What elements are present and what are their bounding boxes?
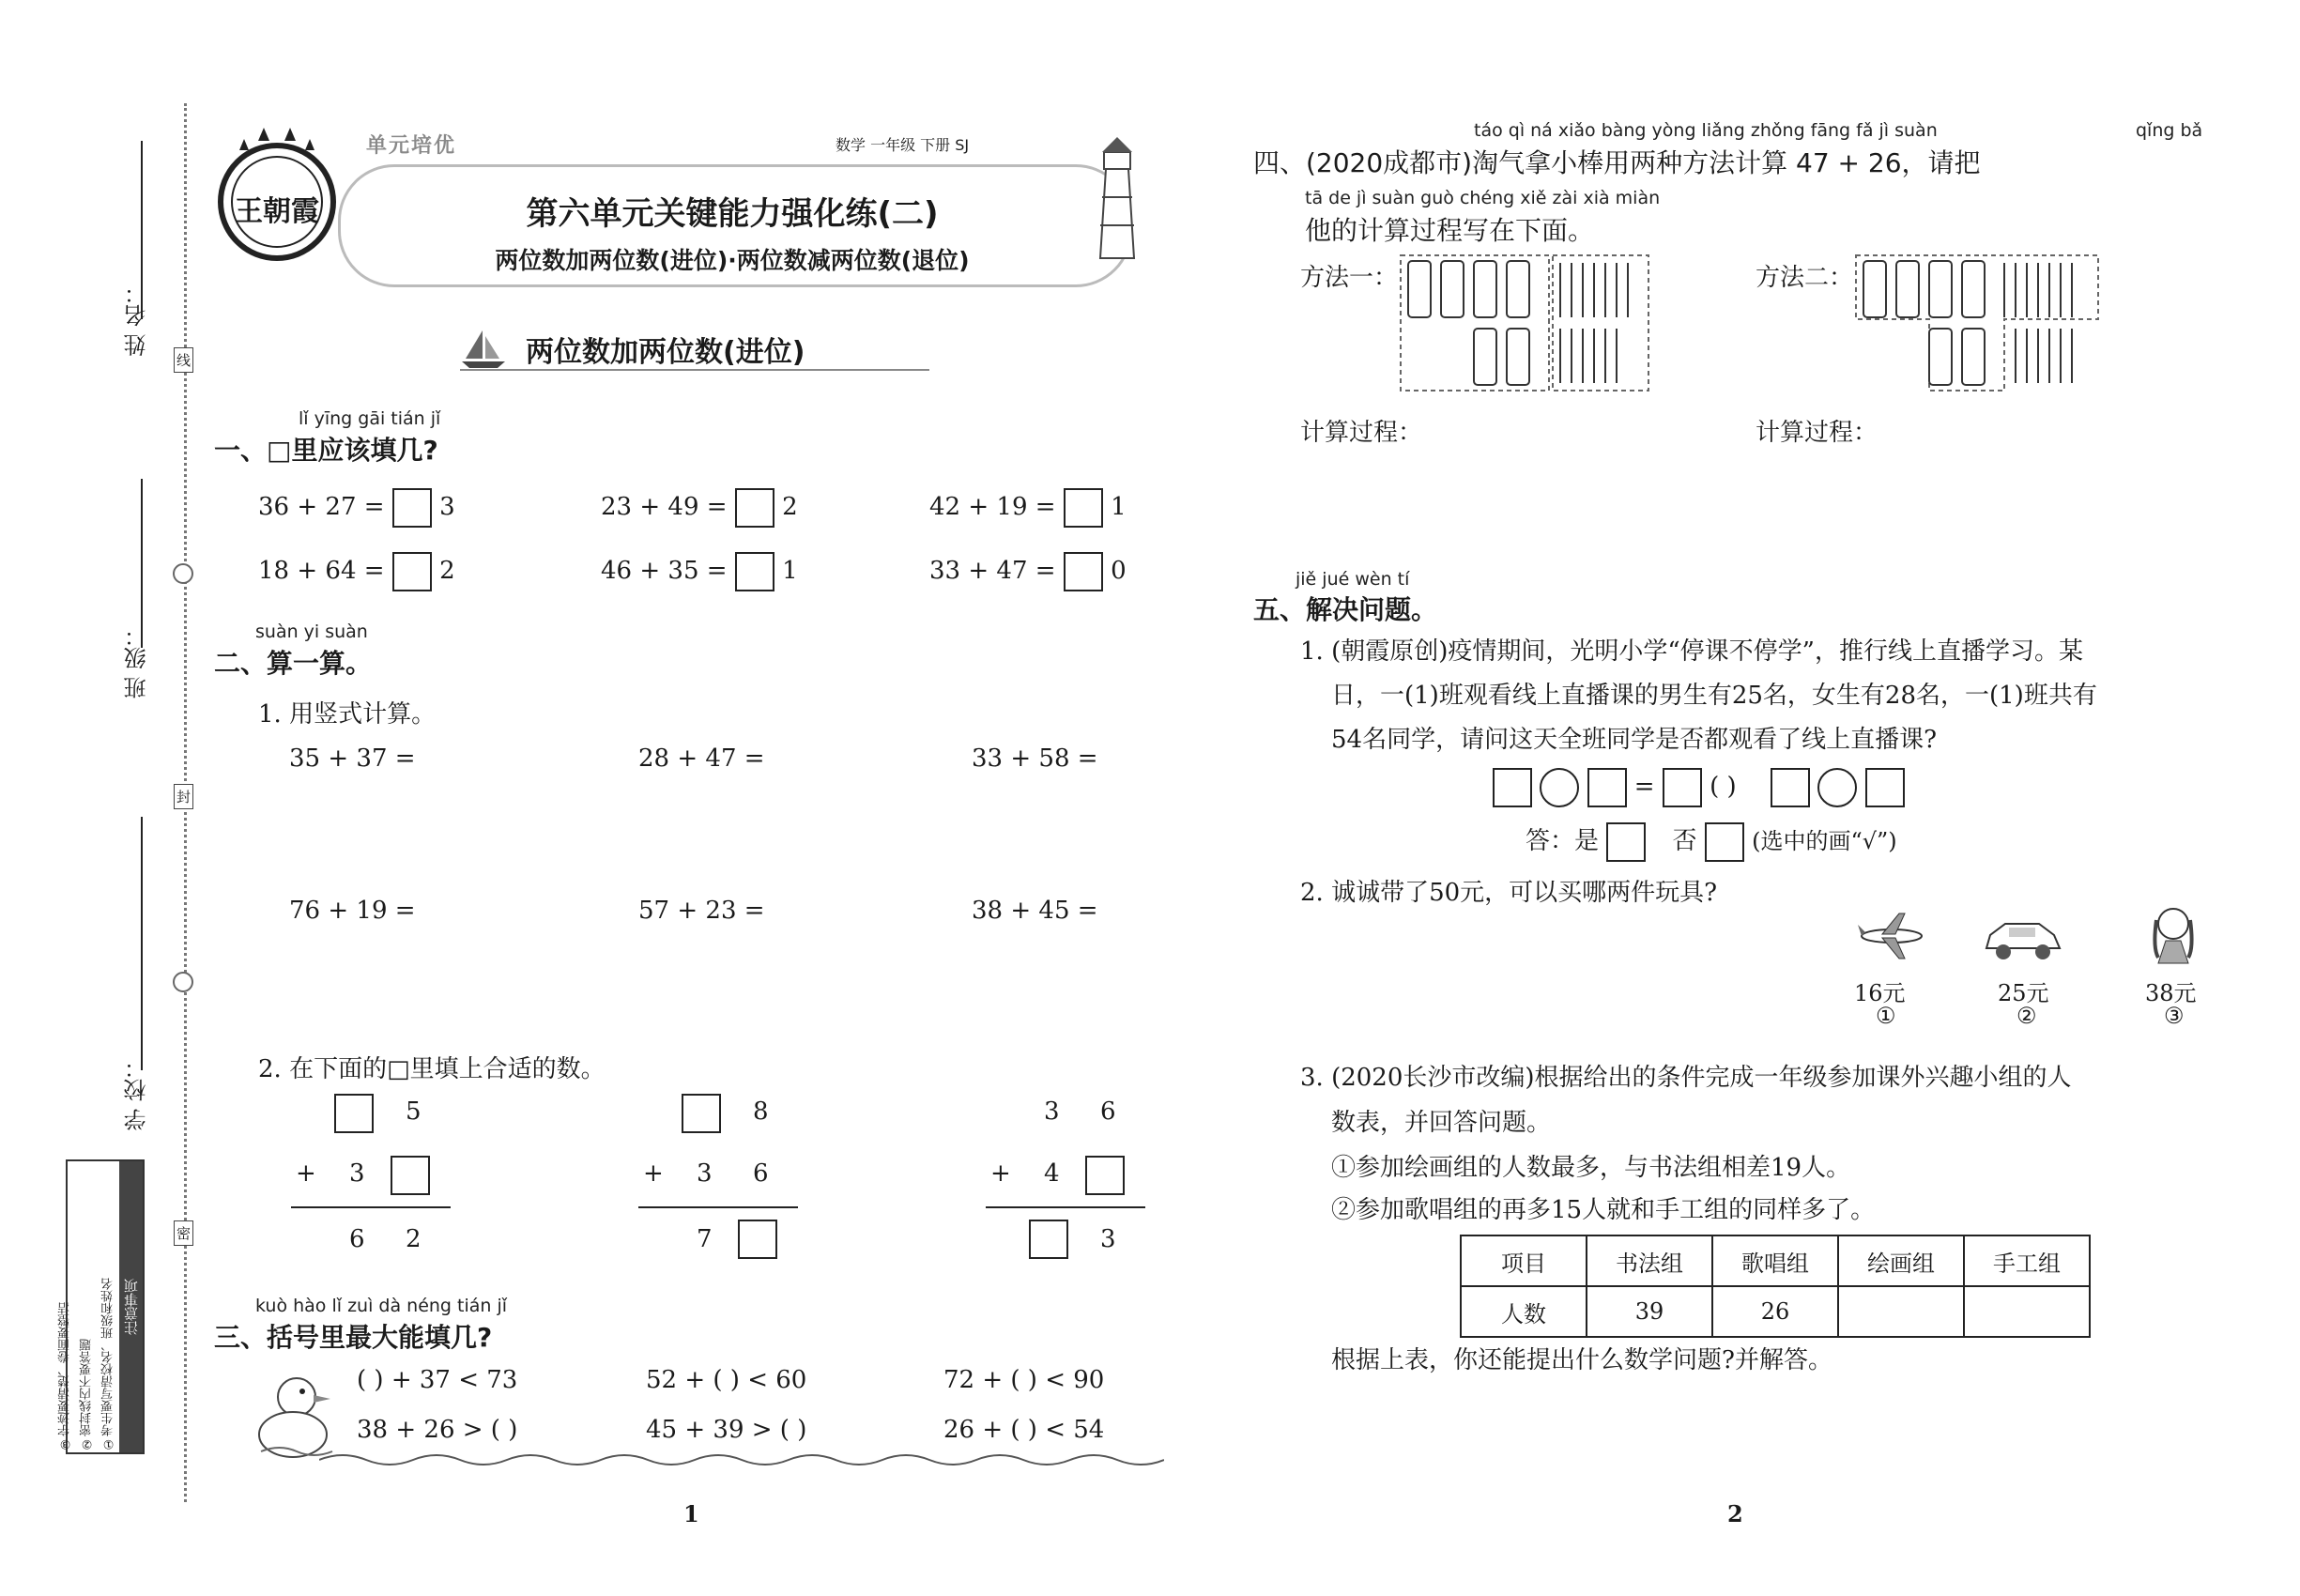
doll-icon: [2145, 901, 2201, 967]
calc-3: 33 + 58 =: [972, 744, 1098, 773]
vertical-addition-1: 5 + 3 6 2: [291, 1094, 460, 1263]
answer-box[interactable]: [735, 488, 774, 528]
q1-item-1: 36 + 27 = 3: [258, 488, 455, 528]
vertical-addition-3: 3 6 + 4 3: [986, 1094, 1155, 1263]
calc-6: 38 + 45 =: [972, 897, 1098, 925]
method-1-sticks: [1399, 253, 1652, 394]
notice-item-3: ③字迹要清楚、卷面要整洁: [58, 1302, 72, 1450]
sum-line: [986, 1206, 1145, 1208]
answer-box[interactable]: [392, 488, 432, 528]
q4-pinyin-1: táo qì ná xiǎo bàng yòng liǎng zhǒng fāng fǎ jì suàn: [1474, 120, 1938, 141]
q4-line-2: 他的计算过程写在下面。: [1305, 215, 1595, 246]
name-line: [141, 141, 143, 319]
vertical-addition-2: 8 + 3 6 7: [638, 1094, 807, 1263]
q2-pinyin: suàn yi suàn: [255, 622, 368, 642]
table-cell: 39: [1587, 1286, 1712, 1337]
q1-item-6: 33 + 47 = 0: [929, 552, 1127, 591]
q2-title: 二、算一算。: [214, 648, 373, 679]
answer-box[interactable]: [392, 552, 432, 591]
method-2-sticks: [1854, 253, 2108, 394]
sum-line: [638, 1206, 798, 1208]
operand-box[interactable]: [1587, 768, 1627, 807]
digit-box[interactable]: [682, 1094, 721, 1133]
q4-pinyin-2: tā de jì suàn guò chéng xiě zài xià miàn: [1305, 188, 1661, 208]
condition-1: ①参加绘画组的人数最多，与书法组相差19人。: [1331, 1154, 1851, 1182]
class-line: [141, 479, 143, 648]
p3-line-1: 3. (2020长沙市改编)根据给出的条件完成一年级参加课外兴趣小组的人: [1300, 1064, 2072, 1092]
table-cell: 人数: [1461, 1286, 1587, 1337]
toy-1-num: ①: [1876, 1003, 1896, 1029]
airplane-icon: [1854, 906, 1929, 967]
compare-box[interactable]: [1771, 768, 1810, 807]
digit-box[interactable]: [391, 1156, 430, 1195]
binding-hole-2: [173, 972, 193, 992]
page-title: 第六单元关键能力强化练(二): [526, 195, 939, 233]
school-label: 学 校：: [124, 1056, 150, 1131]
p1-line-3: 54名同学，请问这天全班同学是否都观看了线上直播课?: [1331, 726, 1938, 754]
digit-box[interactable]: [1085, 1156, 1125, 1195]
no-checkbox[interactable]: [1705, 822, 1744, 862]
seal-mark-2: 封: [174, 784, 193, 809]
condition-2: ②参加歌唱组的再多15人就和手工组的同样多了。: [1331, 1196, 1876, 1224]
notice-item-2: ②密封线内不要答题: [80, 1339, 94, 1450]
operand-box[interactable]: [1493, 768, 1532, 807]
calc-4: 76 + 19 =: [289, 897, 416, 925]
brand-logo: [202, 122, 352, 263]
table-cell: 26: [1712, 1286, 1838, 1337]
q2-sub2: 2. 在下面的□里填上合适的数。: [258, 1055, 606, 1083]
table-row: [1461, 1286, 2090, 1337]
name-label: 姓 名：: [124, 282, 150, 357]
answer-box[interactable]: [1064, 488, 1103, 528]
q1-item-5: 46 + 35 = 1: [601, 552, 798, 591]
p3-line-2: 数表，并回答问题。: [1331, 1109, 1552, 1137]
toy-2-num: ②: [2016, 1003, 2037, 1029]
compare-circle[interactable]: [1817, 768, 1857, 807]
lighthouse-icon: [1080, 131, 1155, 263]
q4-pinyin-1b: qǐng bǎ: [2136, 120, 2203, 141]
notice-item-1: ①考生要写清校名、班级和姓名: [101, 1278, 115, 1450]
p3-end: 根据上表，你还能提出什么数学问题?并解答。: [1331, 1346, 1832, 1374]
q1-item-2: 23 + 49 = 2: [601, 488, 798, 528]
binding-hole-1: [173, 563, 193, 584]
q2-sub1: 1. 用竖式计算。: [258, 700, 437, 729]
process-label-2: 计算过程：: [1756, 419, 1878, 447]
q3-item-3: 72 + ( ) < 90: [943, 1366, 1105, 1394]
q1-item-3: 42 + 19 = 1: [929, 488, 1127, 528]
table-input-cell[interactable]: [1964, 1286, 2090, 1337]
method-2-label: 方法二：: [1756, 264, 1854, 292]
q4-line-1: 四、(2020成都市)淘气拿小棒用两种方法计算 47 + 26，请把: [1253, 147, 1981, 178]
q3-item-4: 38 + 26 > ( ): [357, 1416, 518, 1444]
q3-title: 三、括号里最大能填几?: [214, 1322, 493, 1353]
result-box[interactable]: [1663, 768, 1702, 807]
process-label-1: 计算过程：: [1300, 419, 1423, 447]
table-row: [1461, 1235, 2090, 1286]
q1-pinyin: lǐ yīng gāi tián jǐ: [299, 408, 441, 429]
logo-text: 王朝霞: [235, 195, 319, 228]
operator-circle[interactable]: [1540, 768, 1579, 807]
calc-5: 57 + 23 =: [638, 897, 765, 925]
q1-title: 一、□里应该填几?: [214, 435, 438, 466]
q3-item-5: 45 + 39 > ( ): [646, 1416, 807, 1444]
answer-box[interactable]: [1064, 552, 1103, 591]
q3-item-2: 52 + ( ) < 60: [646, 1366, 807, 1394]
page-subtitle: 两位数加两位数(进位)·两位数减两位数(退位): [495, 247, 970, 274]
digit-box[interactable]: [738, 1220, 777, 1259]
calc-1: 35 + 37 =: [289, 744, 416, 773]
toy-1-price: 16元: [1854, 980, 1906, 1006]
wave-decoration: [319, 1450, 1164, 1469]
interest-group-table: [1460, 1235, 2091, 1338]
calc-2: 28 + 47 =: [638, 744, 765, 773]
seal-mark-3: 密: [174, 1220, 193, 1246]
p1-line-2: 日，一(1)班观看线上直播课的男生有25名，女生有28名，一(1)班共有: [1331, 682, 2097, 710]
notice-title: 注意事项: [119, 1161, 143, 1452]
table-head-cell: 项目: [1461, 1235, 1587, 1286]
sailboat-icon: [460, 329, 507, 370]
toy-2-price: 25元: [1998, 980, 2049, 1006]
toy-3-num: ③: [2164, 1003, 2185, 1029]
method-1-label: 方法一：: [1300, 264, 1399, 292]
answer-row: 答：是 否 (选中的画“√”): [1526, 821, 1897, 862]
unit-tag: 单元培优: [366, 134, 457, 158]
q3-item-6: 26 + ( ) < 54: [943, 1416, 1105, 1444]
table-input-cell[interactable]: [1838, 1286, 1964, 1337]
toy-3-price: 38元: [2145, 980, 2197, 1006]
q3-item-1: ( ) + 37 < 73: [357, 1366, 518, 1394]
yes-checkbox[interactable]: [1606, 822, 1646, 862]
school-line: [141, 817, 143, 1070]
notice-box: [58, 1159, 145, 1454]
class-label: 班 级：: [124, 624, 150, 699]
q5-pinyin: jiě jué wèn tí: [1296, 569, 1410, 590]
table-head-cell: 绘画组: [1838, 1235, 1964, 1286]
equation-row: = ( ): [1493, 768, 1905, 807]
q1-item-4: 18 + 64 = 2: [258, 552, 455, 591]
q3-pinyin: kuò hào lǐ zuì dà néng tián jǐ: [255, 1296, 508, 1316]
page-number-left: 1: [683, 1500, 699, 1527]
sum-line: [291, 1206, 451, 1208]
meta-info: 数学 一年级 下册 SJ: [836, 136, 970, 154]
q5-title: 五、解决问题。: [1253, 594, 1438, 625]
digit-box[interactable]: [334, 1094, 374, 1133]
table-head-cell: 书法组: [1587, 1235, 1712, 1286]
section-title: 两位数加两位数(进位): [526, 336, 805, 369]
p2-text: 2. 诚诚带了50元，可以买哪两件玩具?: [1300, 879, 1718, 907]
compare-box[interactable]: [1865, 768, 1905, 807]
answer-box[interactable]: [735, 552, 774, 591]
digit-box[interactable]: [1029, 1220, 1068, 1259]
seal-mark-1: 线: [174, 347, 193, 373]
p1-line-1: 1. (朝霞原创)疫情期间，光明小学“停课不停学”，推行线上直播学习。某: [1300, 637, 2083, 666]
page-number-right: 2: [1727, 1500, 1743, 1527]
table-head-cell: 手工组: [1964, 1235, 2090, 1286]
table-head-cell: 歌唱组: [1712, 1235, 1838, 1286]
car-icon: [1981, 911, 2065, 967]
